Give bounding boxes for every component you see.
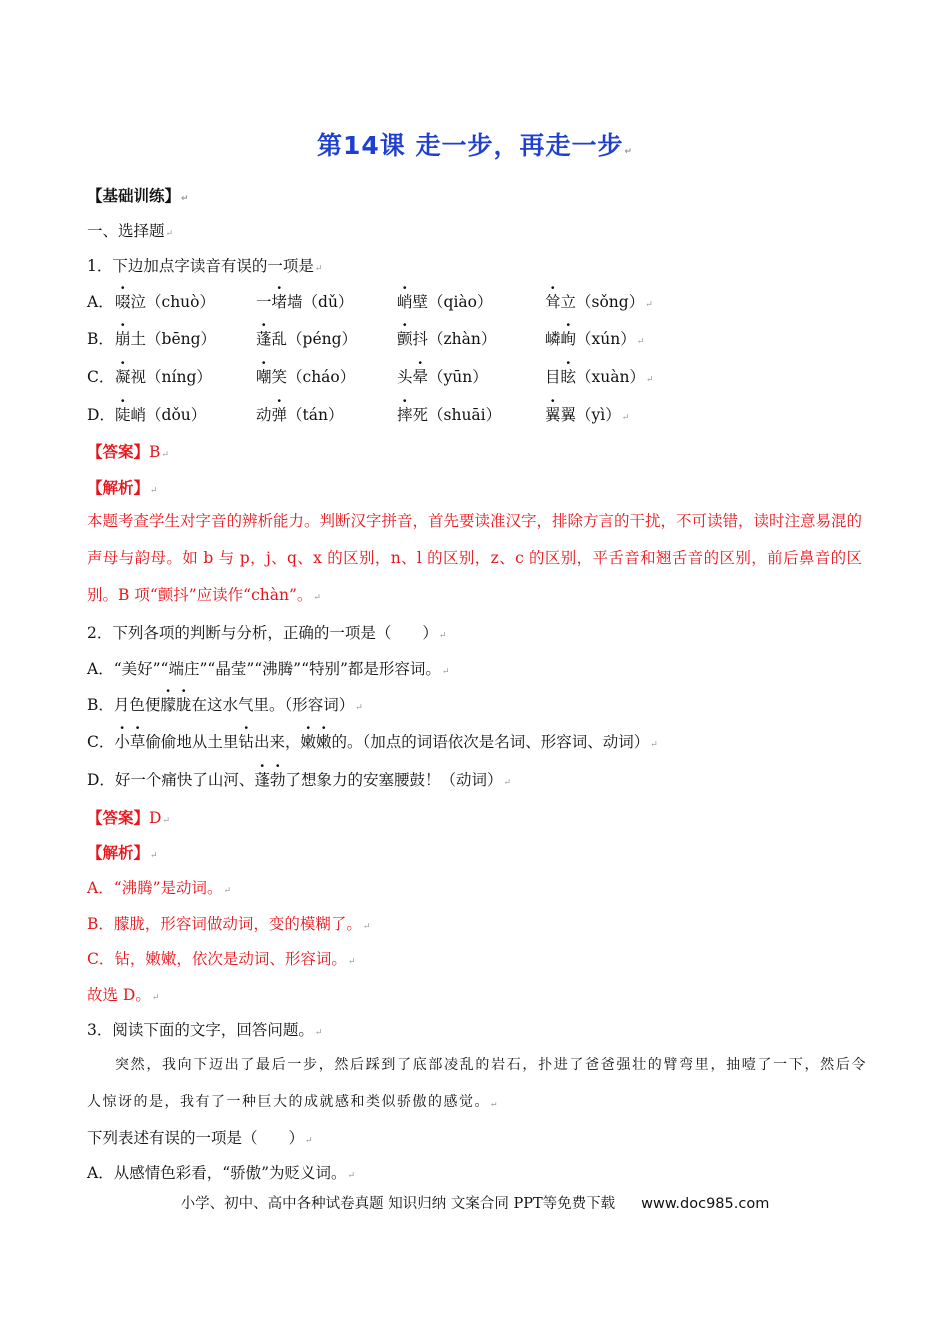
question-1-stem: 1．下边加点字读音有误的一项是↵ — [87, 257, 323, 275]
question-1-option-item: 摔死（shuāi） — [397, 406, 502, 424]
question-1-option-label: B． — [87, 330, 114, 348]
question-2-analysis-label: 【解析】↵ — [87, 844, 158, 862]
question-1-option-item: 嘲笑（cháo） — [256, 368, 356, 386]
question-1-option-label: D． — [87, 406, 115, 424]
question-2-analysis-line: C．钻，嫩嫩，依次是动词、形容词。↵ — [87, 950, 356, 968]
question-1-answer: 【答案】B↵ — [87, 443, 169, 461]
question-2-option-a: A．“美好”“端庄”“晶莹”“沸腾”“特别”都是形容词。↵ — [87, 660, 450, 678]
question-3-stem: 3．阅读下面的文字，回答问题。↵ — [87, 1021, 323, 1039]
question-2-option-c: C．小草偷偷地从土里钻出来，嫩嫩的。（加点的词语依次是名词、形容词、动词）↵ — [87, 733, 658, 751]
question-3-passage: 突然，我向下迈出了最后一步，然后踩到了底部凌乱的岩石，扑进了爸爸强壮的臂弯里，抽噎了一下，然后令人惊讶的是，我有了一种巨大的成就感和类似骄傲的感觉。↵ — [87, 1057, 867, 1110]
question-1-option-item: 目眩（xuàn）↵ — [545, 368, 654, 386]
question-1-option-item: 陡峭（dǒu） — [115, 406, 207, 424]
part-heading: 一、选择题↵ — [87, 222, 174, 240]
question-2-analysis-line: B．朦胧，形容词做动词，变的模糊了。↵ — [87, 915, 371, 933]
footer-url[interactable]: www.doc985.com — [641, 1196, 770, 1212]
footer-text: 小学、初中、高中各种试卷真题 知识归纳 文案合同 PPT等免费下载 — [180, 1196, 616, 1212]
question-2-option-b: B．月色便朦胧在这水气里。（形容词）↵ — [87, 696, 363, 714]
question-1-option-item: 耸立（sǒng）↵ — [545, 293, 653, 311]
question-1-option-item: 峭壁（qiào） — [397, 293, 493, 311]
question-2-answer: 【答案】D↵ — [87, 809, 170, 827]
section-heading: 【基础训练】↵ — [87, 187, 189, 205]
question-1-option-item: 动弹（tán） — [256, 406, 344, 424]
lesson-title: 第14课 走一步，再走一步↵ — [316, 131, 634, 160]
question-1-option-item: 头晕（yūn） — [397, 368, 488, 386]
question-1-option-item: 嶙峋（xún）↵ — [545, 330, 645, 348]
question-3-question: 下列表述有误的一项是（ ）↵ — [87, 1129, 313, 1147]
question-3-option-a: A．从感情色彩看，“骄傲”为贬义词。↵ — [87, 1164, 356, 1182]
question-1-option-item: 一堵墙（dǔ） — [256, 293, 354, 311]
page-footer — [0, 1192, 950, 1213]
question-1-option-item: 颤抖（zhàn） — [397, 330, 497, 348]
question-1-option-label: A． — [87, 293, 114, 311]
question-1-option-item: 崩土（bēng） — [115, 330, 217, 348]
question-1-option-label: C． — [87, 368, 115, 386]
question-1-analysis: 本题考查学生对字音的辨析能力。判断汉字拼音，首先要读准汉字，排除方言的干扰，不可读错，读时注意易混的声母与韵母。如 b 与 p，j、q、x 的区别，n、l 的区别，z、c 的区别，平舌音和翘舌音的区别，前后鼻音的区别。B 项“颤抖”应读作“chàn”。↵ — [87, 512, 863, 604]
question-2-option-d: D．好一个痛快了山河、蓬勃了想象力的安塞腰鼓！（动词）↵ — [87, 771, 512, 789]
question-1-option-item: 凝视（níng） — [115, 368, 212, 386]
question-1-option-item: 蓬乱（péng） — [256, 330, 358, 348]
question-2-analysis-line: 故选 D。↵ — [87, 986, 160, 1004]
question-1-option-item: 啜泣（chuò） — [115, 293, 215, 311]
question-2-stem: 2．下列各项的判断与分析，正确的一项是（ ）↵ — [87, 624, 447, 642]
question-1-analysis-label: 【解析】↵ — [87, 479, 158, 497]
question-1-option-item: 翼翼（yì）↵ — [545, 406, 630, 424]
question-2-analysis-line: A．“沸腾”是动词。↵ — [87, 879, 232, 897]
